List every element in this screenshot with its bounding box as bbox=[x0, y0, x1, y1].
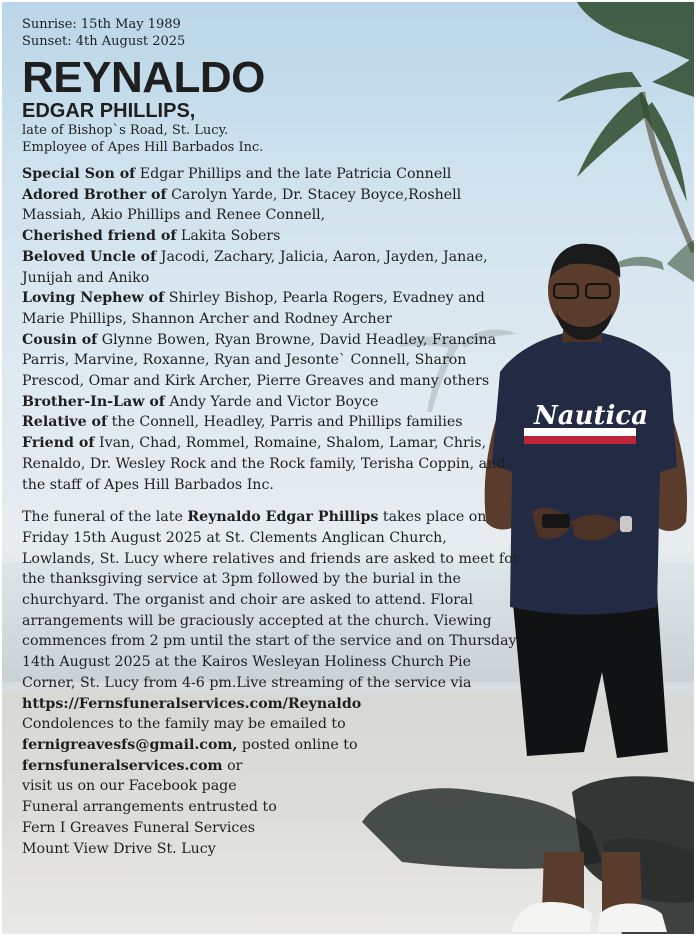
deceased-first-name: REYNALDO bbox=[22, 53, 265, 102]
relation-label: Cherished friend of bbox=[22, 228, 177, 245]
sunset-date: Sunset: 4th August 2025 bbox=[22, 34, 186, 49]
relation-text: Andy Yarde and Victor Boyce bbox=[164, 393, 379, 410]
condolences-line: Condolences to the family may be emailed to bbox=[22, 716, 346, 733]
employment-line: Employee of Apes Hill Barbados Inc. bbox=[22, 140, 264, 155]
relation-label: Loving Nephew of bbox=[22, 290, 165, 307]
relation-label: Brother-In-Law of bbox=[22, 393, 165, 410]
relation-label: Special Son of bbox=[22, 166, 136, 182]
residence-line: late of Bishop`s Road, St. Lucy. bbox=[22, 123, 229, 138]
relation-label: Friend of bbox=[22, 435, 95, 452]
relation-text: Glynne Bowen, Ryan Browne, David Headley, Francina Parris, Marvine, Roxanne, Ryan and Jesonte` Connell, Sharon Prescod, Omar and Kirk Archer, Pierre Greaves and many others bbox=[22, 331, 497, 390]
website-link[interactable]: fernsfuneralservices.com bbox=[22, 757, 223, 774]
relation-entry bbox=[22, 392, 522, 413]
relation-entry bbox=[22, 247, 522, 288]
relation-text: Shirley Bishop, Pearla Rogers, Evadney and Marie Phillips, Shannon Archer and Rodney Archer bbox=[22, 290, 485, 327]
funeral-notice bbox=[22, 507, 522, 859]
relations-list bbox=[22, 164, 522, 495]
relation-text: Carolyn Yarde, Dr. Stacey Boyce,Roshell Massiah, Akio Phillips and Renee Connell, bbox=[22, 186, 462, 224]
relation-text: the Connell, Headley, Parris and Phillips families bbox=[107, 414, 463, 431]
relation-entry bbox=[22, 412, 522, 433]
relation-text: Ivan, Chad, Rommel, Romaine, Shalom, Lamar, Chris, Renaldo, Dr. Wesley Rock and the Rock family, Terisha Coppin, and the staff of Apes Hill Barbados Inc. bbox=[22, 435, 506, 493]
funeral-home-name: Fern I Greaves Funeral Services bbox=[22, 819, 256, 836]
or-text: or bbox=[222, 757, 243, 774]
relation-entry bbox=[22, 288, 522, 329]
funeral-intro: The funeral of the late bbox=[22, 509, 188, 526]
posted-online-text: posted online to bbox=[237, 736, 358, 753]
arrangements-line: Funeral arrangements entrusted to bbox=[22, 799, 277, 816]
relation-text: Lakita Sobers bbox=[176, 228, 281, 245]
livestream-link[interactable]: https://Fernsfuneralservices.com/Reynaldo bbox=[22, 695, 362, 712]
shirt-logo-text: Nautica bbox=[534, 401, 649, 431]
relation-label: Cousin of bbox=[22, 331, 98, 348]
relation-text: Jacodi, Zachary, Jalicia, Aaron, Jayden, Janae, Junijah and Aniko bbox=[22, 248, 488, 286]
relation-label: Relative of bbox=[22, 414, 108, 431]
funeral-details-text: takes place on Friday 15th August 2025 at St. Clements Anglican Church, Lowlands, St. Lucy where relatives and friends are asked to meet for the thanksgiving service at 3pm followed by the burial in the churchyard. The organist and choir are asked to attend. Floral arrangements will be graciously accepted at the church. Viewing commences from 2 pm until the start of the service and on Thursday 14th August 2025 at the Kairos Wesleyan Holiness Church Pie Corner, St. Lucy from 4-6 pm.Live streaming of the service via bbox=[22, 509, 520, 691]
relation-entry bbox=[22, 433, 522, 495]
relation-label: Beloved Uncle of bbox=[22, 248, 157, 265]
relation-entry bbox=[22, 164, 522, 185]
obituary-page bbox=[2, 2, 694, 934]
relation-entry bbox=[22, 226, 522, 247]
funeral-home-address: Mount View Drive St. Lucy bbox=[22, 840, 216, 857]
sunrise-date: Sunrise: 15th May 1989 bbox=[22, 17, 181, 32]
relation-text: Edgar Phillips and the late Patricia Connell bbox=[135, 166, 452, 182]
relation-entry bbox=[22, 330, 522, 392]
funeral-deceased-name: Reynaldo Edgar Phillips bbox=[187, 509, 379, 526]
obituary-text bbox=[22, 16, 522, 859]
funeral-details bbox=[22, 507, 522, 693]
email-link[interactable]: fernigreavesfs@gmail.com, bbox=[22, 736, 238, 753]
deceased-other-names: EDGAR PHILLIPS, bbox=[22, 100, 196, 122]
relation-entry bbox=[22, 185, 522, 226]
relation-label: Adored Brother of bbox=[22, 186, 167, 203]
facebook-line: visit us on our Facebook page bbox=[22, 778, 237, 795]
